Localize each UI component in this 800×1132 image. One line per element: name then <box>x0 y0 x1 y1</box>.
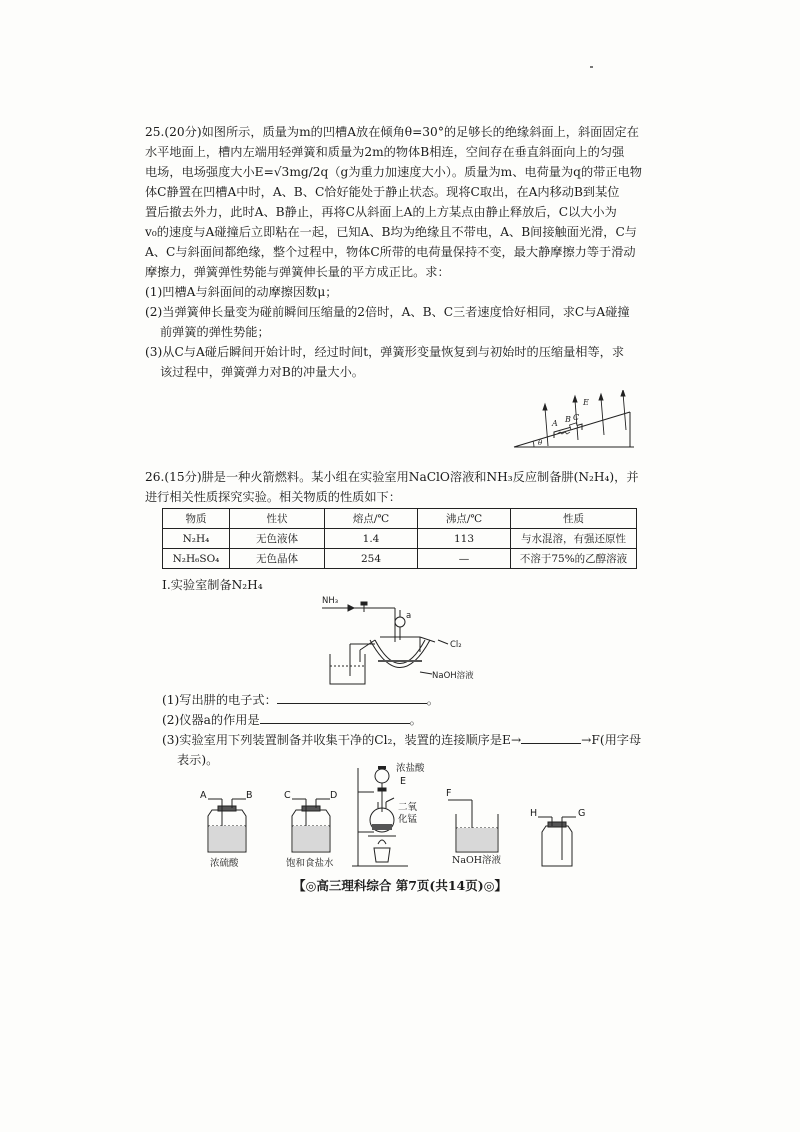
port-h: H <box>530 808 538 819</box>
q25-sub-1: (1)凹槽A与斜面间的动摩擦因数μ； <box>145 285 338 299</box>
apparatus-drawing <box>320 592 490 690</box>
collecting-bottle <box>530 808 590 868</box>
q25-line: 25.(20分)如图所示，质量为m的凹槽A放在倾角θ=30°的足够长的绝缘斜面上，斜面固定在 <box>145 125 639 139</box>
table-row <box>163 549 637 569</box>
table-row <box>163 529 637 549</box>
table-cell: 113 <box>418 529 511 549</box>
question-25 <box>145 122 645 382</box>
port-e: E <box>400 776 407 787</box>
port-g: G <box>578 808 586 819</box>
q26-line-1: 26.(15分)肼是一种火箭燃料。某小组在实验室用NaClO溶液和NH₃反应制备肼(N₂H₄)，并 <box>145 470 639 484</box>
q26-sub-2-end: 。 <box>409 713 422 727</box>
bottle-drawing <box>198 796 258 854</box>
label-nh3: NH₃ <box>322 596 339 606</box>
preparation-apparatus <box>320 592 490 690</box>
answer-blank-1[interactable] <box>277 691 427 704</box>
properties-table <box>162 508 637 569</box>
caption-naoh: NaOH溶液 <box>452 855 502 866</box>
beaker-drawing <box>446 796 510 854</box>
fig-label-a: A <box>552 419 558 428</box>
label-conc-hcl: 浓盐酸 <box>396 763 425 774</box>
caption-brine: 饱和食盐水 <box>286 858 334 869</box>
q26-sub-3-cont: 表示)。 <box>177 753 219 767</box>
incline-figure <box>512 390 637 460</box>
label-instrument-a: a <box>406 611 412 621</box>
label-mno2: 二氧化锰 <box>398 802 418 825</box>
label-naoh-solution: NaOH溶液 <box>432 671 474 681</box>
port-f: F <box>446 788 452 799</box>
scan-speck <box>590 66 593 68</box>
port-d: D <box>330 790 338 801</box>
fig-label-theta: θ <box>538 439 543 447</box>
q25-line: A、C与斜面间都绝缘，整个过程中，物体C所带的电荷量保持不变，最大静摩擦力等于滑动 <box>145 245 636 259</box>
wash-bottle-brine <box>282 790 342 869</box>
q26-sub-3-suffix: →F(用字母 <box>581 733 642 747</box>
q25-line: 水平地面上，槽内左端用轻弹簧和质量为2m的物体B相连，空间存在垂直斜面向上的匀强 <box>145 145 625 159</box>
fig-label-e: E <box>583 398 589 407</box>
table-cell: 254 <box>325 549 418 569</box>
table-header: 物质 <box>163 509 230 529</box>
table-header: 沸点/℃ <box>418 509 511 529</box>
q25-line: 摩擦力，弹簧弹性势能与弹簧伸长量的平方成正比。求： <box>145 265 450 279</box>
chlorine-generator <box>352 762 442 870</box>
port-c: C <box>284 790 291 801</box>
port-b: B <box>246 790 253 801</box>
q25-sub-3-cont: 该过程中，弹簧弹力对B的冲量大小。 <box>160 365 364 379</box>
table-header-row <box>163 509 637 529</box>
table-header: 熔点/℃ <box>325 509 418 529</box>
q26-sub-3-text: (3)实验室用下列装置制备并收集干净的Cl₂，装置的连接顺序是E→ <box>162 733 522 747</box>
section-heading: Ⅰ.实验室制备N₂H₄ <box>162 578 263 592</box>
q25-sub-3: (3)从C与A碰后瞬间开始计时，经过时间t，弹簧形变量恢复到与初始时的压缩量相等，求 <box>145 345 625 359</box>
wash-bottle-sulfuric-acid <box>198 790 258 869</box>
q25-sub-2-cont: 前弹簧的弹性势能； <box>160 325 270 339</box>
q25-line: 体C静置在凹槽A中时，A、B、C恰好能处于静止状态。现将C取出，在A内移动B到某位 <box>145 185 620 199</box>
table-cell: 与水混溶，有强还原性 <box>511 529 637 549</box>
q25-line: 电场，电场强度大小E=√3mg/2q（g为重力加速度大小）。质量为m、电荷量为q的带正电物 <box>145 165 642 179</box>
q26-sub-2 <box>162 710 642 730</box>
caption-sulfuric-acid: 浓硫酸 <box>210 858 239 869</box>
answer-blank-2[interactable] <box>260 711 410 724</box>
table-cell: 无色液体 <box>230 529 325 549</box>
table-cell: — <box>418 549 511 569</box>
table-header: 性状 <box>230 509 325 529</box>
table-cell: 无色晶体 <box>230 549 325 569</box>
q26-line-2: 进行相关性质探究实验。相关物质的性质如下： <box>145 490 401 504</box>
q26-sub-3 <box>162 730 642 750</box>
port-a: A <box>200 790 207 801</box>
q26-sub-1-text: (1)写出肼的电子式： <box>162 693 277 707</box>
q25-line: 置后撤去外力，此时A、B静止，再将C从斜面上A的上方某点由静止释放后，C以大小为 <box>145 205 617 219</box>
table-cell: 1.4 <box>325 529 418 549</box>
table-cell: N₂H₄ <box>163 529 230 549</box>
answer-blank-3[interactable] <box>521 731 581 744</box>
label-cl2: Cl₂ <box>450 640 462 650</box>
page-footer: 【◎高三理科综合 第7页(共14页)◎】 <box>292 878 508 893</box>
fig-label-b: B <box>565 415 571 424</box>
table-cell: 不溶于75%的乙醇溶液 <box>511 549 637 569</box>
q25-line: v₀的速度与A碰撞后立即粘在一起，已知A、B均为绝缘且不带电，A、B间接触面光滑，C与 <box>145 225 637 239</box>
q26-sub-1-end: 。 <box>426 693 439 707</box>
q26-subquestions <box>162 690 642 770</box>
naoh-absorber <box>446 788 516 868</box>
table-cell: N₂H₆SO₄ <box>163 549 230 569</box>
fig-label-c: C <box>573 413 580 422</box>
collector-drawing <box>530 812 586 868</box>
q26-sub-1 <box>162 690 642 710</box>
q25-sub-2: (2)当弹簧伸长量变为碰前瞬间压缩量的2倍时，A、B、C三者速度恰好相同，求C与A碰撞 <box>145 305 630 319</box>
q26-sub-2-text: (2)仪器a的作用是 <box>162 713 260 727</box>
question-26 <box>145 467 645 507</box>
table-header: 性质 <box>511 509 637 529</box>
bottle-drawing <box>282 796 342 854</box>
